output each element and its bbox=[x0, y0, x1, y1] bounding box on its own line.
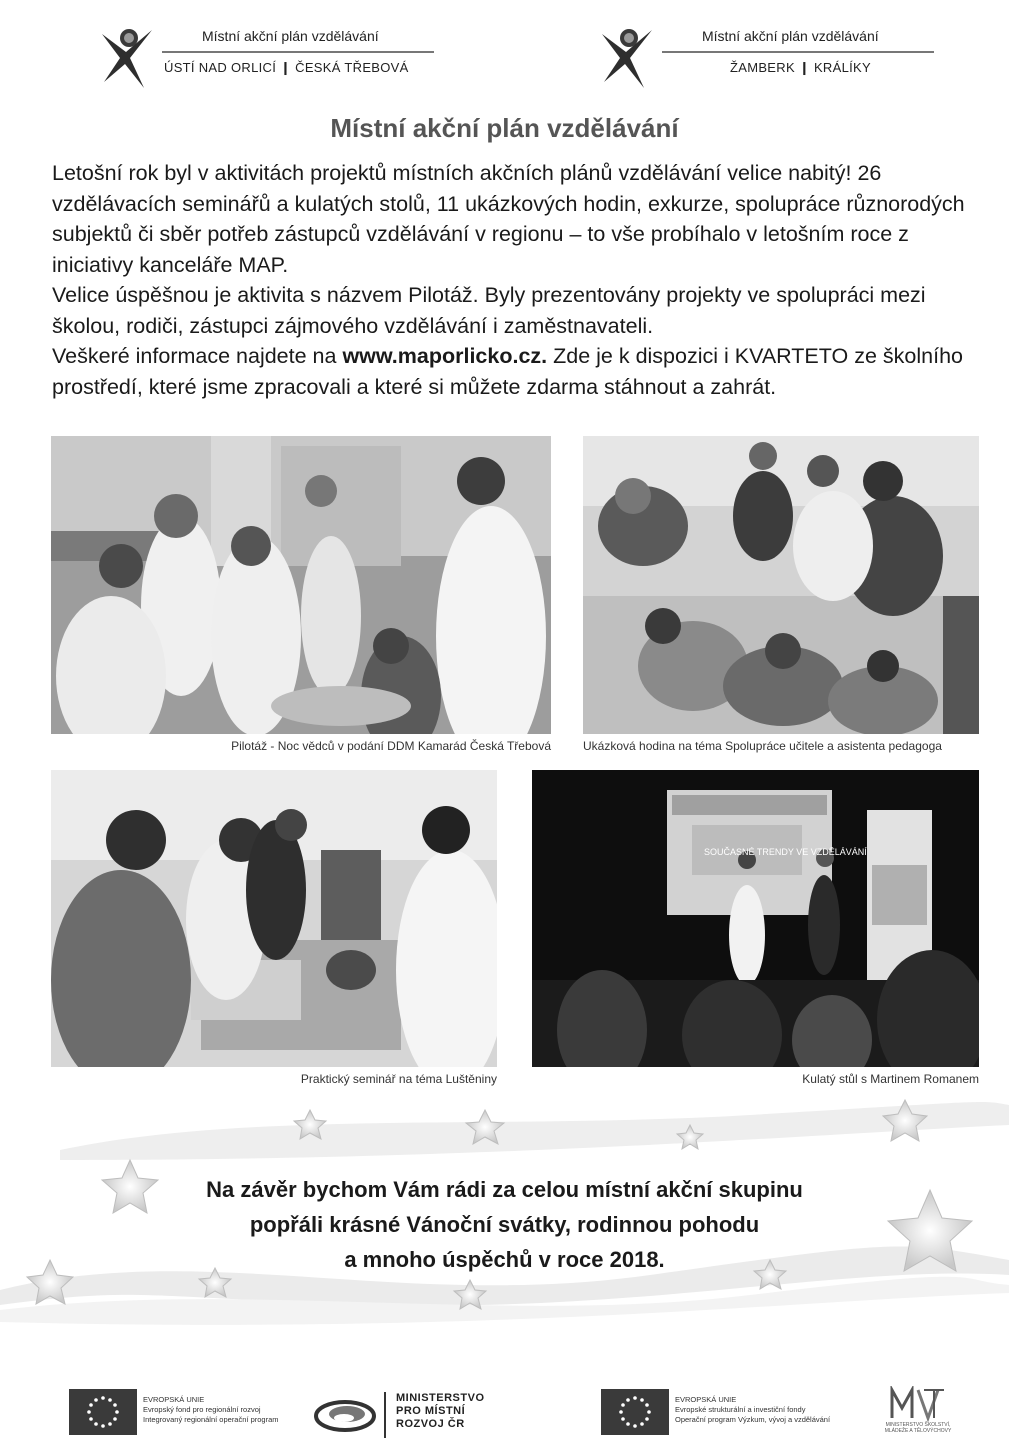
intro-paragraph-3: Veškeré informace najdete na www.maporlicko.cz. Zde je k dispozici i KVARTETO ze školního prostředí, které jsme zpracovali a které si můžete zdarma stáhnout a zahrát. bbox=[52, 344, 963, 399]
intro-paragraph-2: Velice úspěšnou je aktivita s názvem Pilotáž. Byly prezentovány projekty ve spolupráci mezi školou, rodiči, zástupci zájmového vzdělávání i zaměstnavateli. bbox=[52, 283, 926, 338]
map-figure-icon bbox=[92, 22, 162, 92]
photo-practical-seminar bbox=[51, 770, 497, 1067]
msmt-line1: MINISTERSTVO ŠKOLSTVÍ, bbox=[885, 1422, 951, 1428]
msmt-line2: MLÁDEŽE A TĚLOVÝCHOVY bbox=[884, 1428, 952, 1434]
msmt-logo-icon bbox=[888, 1386, 948, 1422]
photo-lab-night-of-scientists bbox=[51, 436, 551, 734]
eu1-line2: Evropský fond pro regionální rozvoj bbox=[143, 1405, 261, 1414]
logo-right-title: Místní akční plán vzdělávání bbox=[702, 28, 879, 44]
closing-line-3: a mnoho úspěchů v roce 2018. bbox=[344, 1247, 665, 1272]
closing-line-1: Na závěr bychom Vám rádi za celou místní akční skupinu bbox=[206, 1177, 803, 1202]
eu-flag-icon bbox=[69, 1389, 137, 1435]
intro-paragraph-1: Letošní rok byl v aktivitách projektů místních akčních plánů vzdělávání velice nabitý! 26 vzdělávacích seminářů a kulatých stolů, 11 ukázkových hodin, exkurze, spolupráce různorodých subjektů či sběr potřeb zástupců vzdělávání v regionu – to vše probíhalo v letošním roce z iniciativy kanceláře MAP. bbox=[52, 161, 965, 277]
eu1-line1: EVROPSKÁ UNIE bbox=[143, 1395, 205, 1404]
logo-left-title: Místní akční plán vzdělávání bbox=[202, 28, 379, 44]
photo-caption: Praktický seminář na téma Luštěniny bbox=[300, 1072, 497, 1086]
photo-caption: Pilotáž - Noc vědců v podání DDM Kamarád Česká Třebová bbox=[231, 739, 551, 753]
intro-text bbox=[52, 158, 980, 402]
photo-caption: Ukázková hodina na téma Spolupráce učitele a asistenta pedagoga bbox=[583, 739, 942, 753]
mmr-swirl-icon bbox=[314, 1396, 376, 1434]
photo-caption: Kulatý stůl s Martinem Romanem bbox=[802, 1072, 979, 1086]
page-title: Místní akční plán vzdělávání bbox=[330, 113, 679, 143]
screen-text: SOUČASNÉ TRENDY VE VZDĚLÁVÁNÍ bbox=[704, 847, 867, 857]
eu2-line2: Evropské strukturální a investiční fondy bbox=[675, 1405, 806, 1414]
footer-msmt bbox=[868, 1386, 968, 1438]
ministry-line3: ROZVOJ ČR bbox=[396, 1418, 465, 1430]
eu1-line3: Integrovaný regionální operační program bbox=[143, 1415, 279, 1424]
footer-ministry-regional bbox=[314, 1392, 514, 1438]
ministry-line1: MINISTERSTVO bbox=[396, 1392, 485, 1404]
logo-right-region: ŽAMBERK ❙ KRÁLÍKY bbox=[730, 60, 871, 75]
logo-left-rule bbox=[162, 51, 434, 53]
footer-eu-erdf bbox=[69, 1389, 319, 1435]
eu2-line3: Operační program Výzkum, vývoj a vzdělávání bbox=[675, 1415, 831, 1424]
map-figure-icon bbox=[592, 22, 662, 92]
footer-eu-esif bbox=[601, 1389, 861, 1435]
eu-flag-icon bbox=[601, 1389, 669, 1435]
closing-line-2: popřáli krásné Vánoční svátky, rodinnou pohodu bbox=[249, 1212, 760, 1237]
closing-greeting bbox=[0, 1172, 1009, 1277]
header-logo-right bbox=[592, 22, 942, 92]
photo-model-lesson bbox=[583, 436, 979, 734]
photo-round-table bbox=[532, 770, 979, 1067]
header-logo-left bbox=[92, 22, 442, 92]
website-link[interactable]: www.maporlicko.cz. bbox=[342, 344, 548, 368]
eu2-line1: EVROPSKÁ UNIE bbox=[675, 1395, 737, 1404]
logo-left-region: ÚSTÍ NAD ORLICÍ ❙ ČESKÁ TŘEBOVÁ bbox=[164, 60, 409, 75]
ministry-line2: PRO MÍSTNÍ bbox=[396, 1405, 466, 1417]
logo-right-rule bbox=[662, 51, 934, 53]
